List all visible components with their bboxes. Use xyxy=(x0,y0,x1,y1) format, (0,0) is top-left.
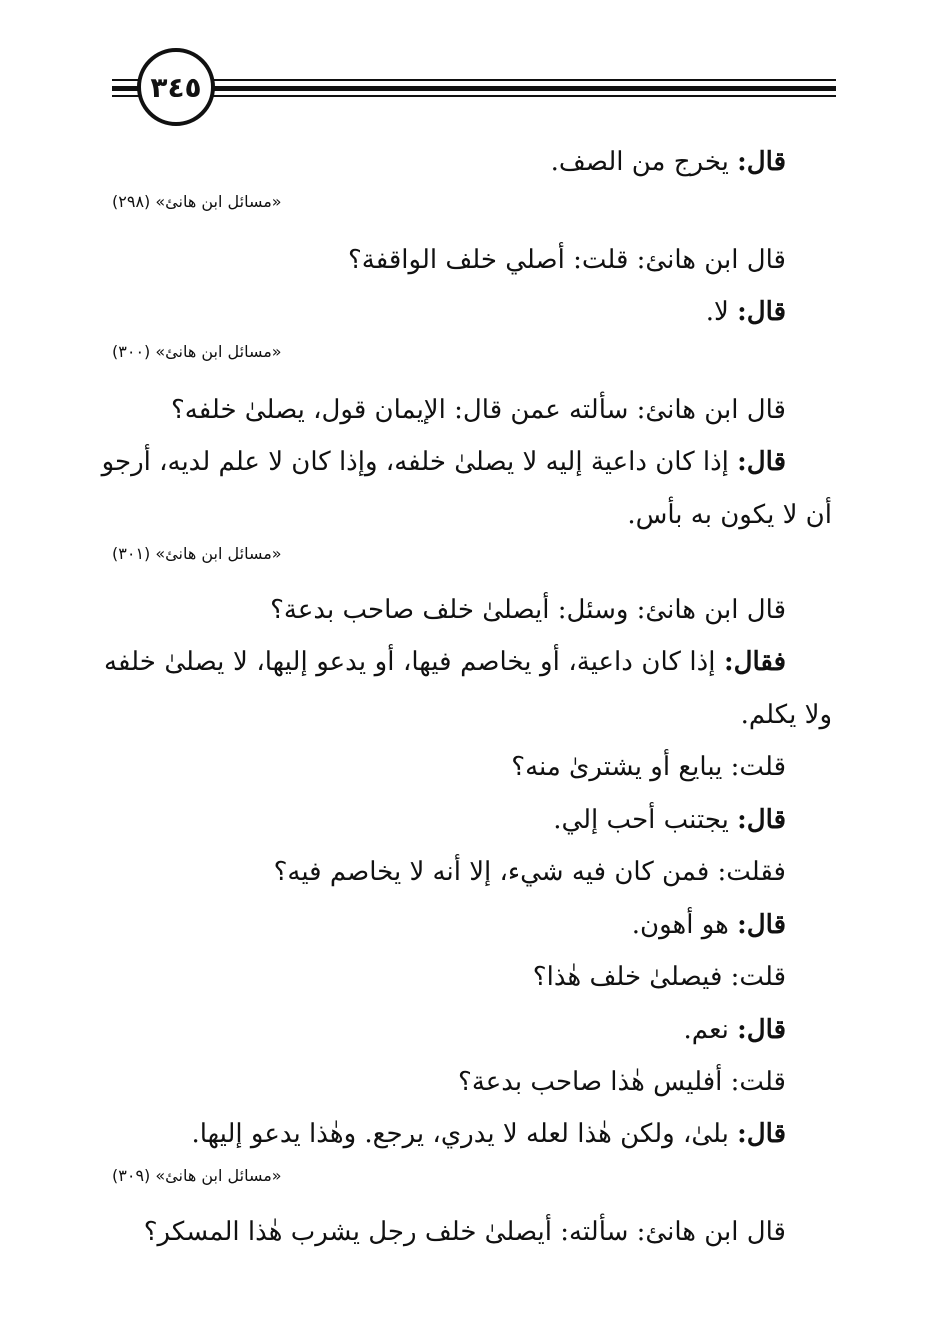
text-line xyxy=(101,442,786,482)
line-text: ولا يكلم. xyxy=(740,700,832,730)
text-line xyxy=(533,957,786,997)
line-text: إذا كان داعية، أو يخاصم فيها، أو يدعو إليها، لا يصلىٰ خلفه xyxy=(104,647,724,677)
line-text: قلت: فيصلىٰ خلف هٰذا؟ xyxy=(532,962,786,992)
text-line xyxy=(553,800,786,840)
text-line xyxy=(511,747,786,787)
text-line xyxy=(551,142,786,182)
line-text: فقلت: فمن كان فيه شيء، إلا أنه لا يخاصم فيه؟ xyxy=(273,857,786,887)
speaker-label: قال: xyxy=(737,297,786,327)
speaker-label: قال: xyxy=(737,1119,786,1149)
text-line xyxy=(741,695,832,735)
header-rule-top xyxy=(112,79,836,81)
line-text: أن لا يكون به بأس. xyxy=(627,500,832,530)
line-text: قال ابن هانئ: سألته عمن قال: الإيمان قول، يصلىٰ خلفه؟ xyxy=(170,395,786,425)
page-header xyxy=(0,0,944,140)
speaker-label: قال: xyxy=(737,805,786,835)
text-line xyxy=(274,852,786,892)
line-text: قلت: يبايع أو يشترىٰ منه؟ xyxy=(511,752,786,782)
text-line xyxy=(627,495,832,535)
line-text: هو أهون. xyxy=(631,910,738,940)
line-text: قال ابن هانئ: وسئل: أيصلىٰ خلف صاحب بدعة؟ xyxy=(270,595,786,625)
text-line xyxy=(270,590,786,630)
text-line xyxy=(706,292,786,332)
header-rule xyxy=(112,86,836,91)
line-text: يخرج من الصف. xyxy=(550,147,738,177)
source-citation: «مسائل ابن هانئ» (٢٩٨) xyxy=(112,192,282,211)
header-rule-bottom xyxy=(112,95,836,97)
line-text: قال ابن هانئ: سألته: أيصلىٰ خلف رجل يشرب هٰذا المسكر؟ xyxy=(143,1217,786,1247)
line-text: يجتنب أحب إلي. xyxy=(553,805,738,835)
text-line xyxy=(171,390,786,430)
speaker-label: فقال: xyxy=(724,647,786,677)
line-text: إذا كان داعية إليه لا يصلىٰ خلفه، وإذا كان لا علم لديه، أرجو xyxy=(101,447,738,477)
line-text: قال ابن هانئ: قلت: أصلي خلف الواقفة؟ xyxy=(347,245,786,275)
speaker-label: قال: xyxy=(737,447,786,477)
text-line xyxy=(348,240,786,280)
text-line xyxy=(632,905,786,945)
page-number: ٣٤٥ xyxy=(137,48,215,126)
text-line xyxy=(684,1010,786,1050)
line-text: بلىٰ، ولكن هٰذا لعله لا يدري، يرجع. وهٰذا يدعو إليها. xyxy=(191,1119,738,1149)
line-text: نعم. xyxy=(683,1015,738,1045)
speaker-label: قال: xyxy=(737,1015,786,1045)
speaker-label: قال: xyxy=(737,147,786,177)
line-text: قلت: أفليس هٰذا صاحب بدعة؟ xyxy=(458,1067,786,1097)
source-citation: «مسائل ابن هانئ» (٣٠٩) xyxy=(112,1166,282,1185)
text-line xyxy=(104,642,786,682)
text-line xyxy=(144,1212,786,1252)
source-citation: «مسائل ابن هانئ» (٣٠١) xyxy=(112,544,282,563)
line-text: لا. xyxy=(705,297,738,327)
text-line xyxy=(458,1062,786,1102)
text-line xyxy=(191,1114,786,1154)
speaker-label: قال: xyxy=(737,910,786,940)
source-citation: «مسائل ابن هانئ» (٣٠٠) xyxy=(112,342,282,361)
